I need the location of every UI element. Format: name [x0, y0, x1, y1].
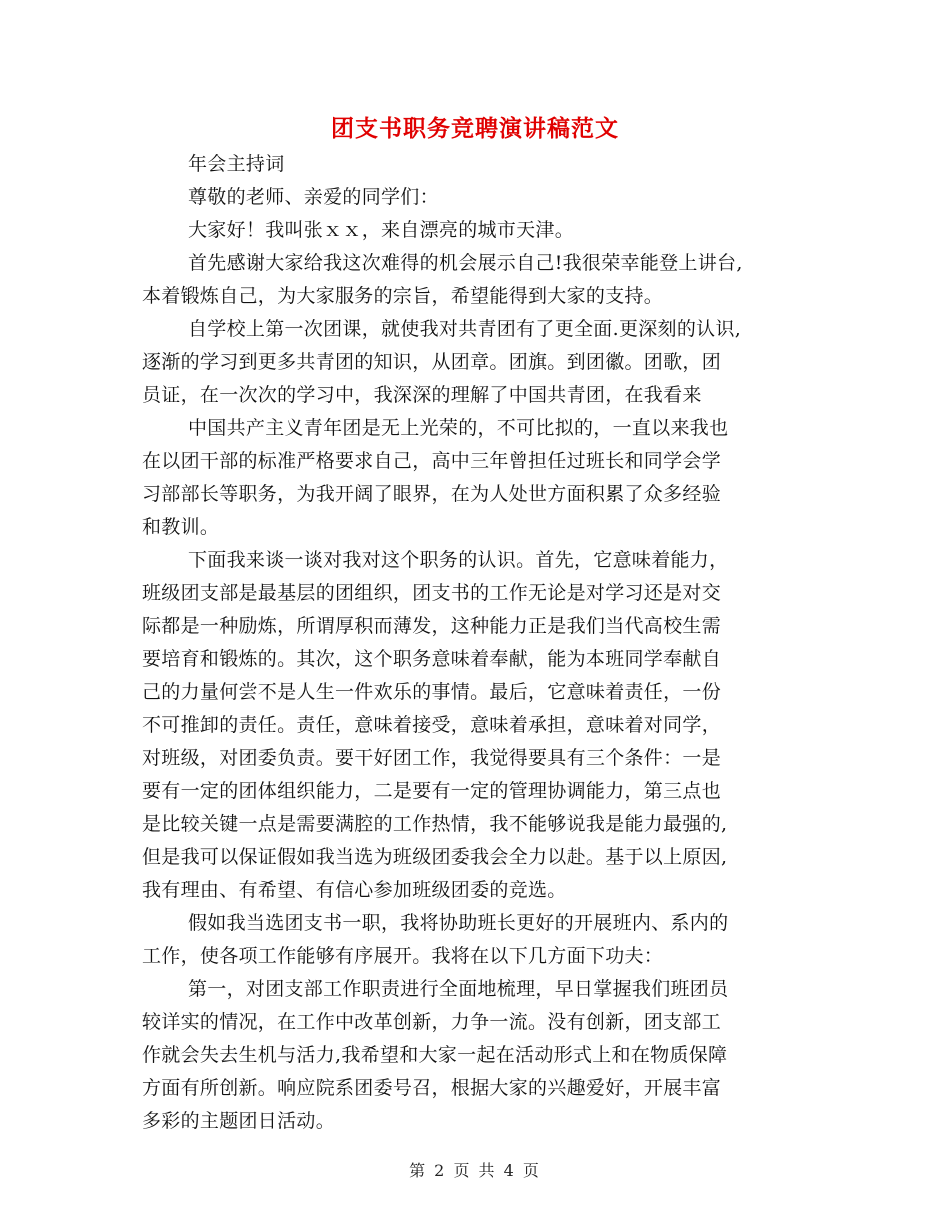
paragraph-line: 要培育和锻炼的。其次，这个职务意味着奉献，能为本班同学奉献自 [142, 648, 722, 670]
paragraph-line: 是比较关键一点是需要满腔的工作热情，我不能够说我是能力最强的, [142, 813, 728, 835]
paragraph-line: 方面有所创新。响应院系团委号召，根据大家的兴趣爱好，开展丰富 [142, 1077, 722, 1099]
paragraph-line: 大家好！我叫张ｘｘ，来自漂亮的城市天津。 [188, 219, 575, 241]
paragraph-line: 假如我当选团支书一职，我将协助班长更好的开展班内、系内的 [188, 912, 729, 934]
paragraph-line: 尊敬的老师、亲爱的同学们： [188, 186, 439, 208]
paragraph-line: 习部部长等职务，为我开阔了眼界，在为人处世方面积累了众多经验 [142, 483, 722, 505]
page-footer: 第 2 页 共 4 页 [409, 1161, 541, 1180]
paragraph-line: 作就会失去生机与活力,我希望和大家一起在活动形式上和在物质保障 [142, 1044, 728, 1066]
paragraph-line: 但是我可以保证假如我当选为班级团委我会全力以赴。基于以上原因, [142, 846, 728, 868]
paragraph-line: 工作，使各项工作能够有序展开。我将在以下几方面下功夫： [142, 945, 664, 967]
paragraph-line: 在以团干部的标准严格要求自己，高中三年曾担任过班长和同学会学 [142, 450, 722, 472]
paragraph-line: 中国共产主义青年团是无上光荣的，不可比拟的，一直以来我也 [188, 417, 729, 439]
paragraph-line: 不可推卸的责任。责任，意味着接受，意味着承担，意味着对同学， [142, 714, 722, 736]
paragraph-line: 多彩的主题团日活动。 [142, 1110, 336, 1132]
document-title: 团支书职务竞聘演讲稿范文 [331, 115, 619, 142]
paragraph-line: 我有理由、有希望、有信心参加班级团委的竞选。 [142, 879, 567, 901]
paragraph-line: 第一，对团支部工作职责进行全面地梳理，早日掌握我们班团员 [188, 978, 729, 1000]
paragraph-line: 员证，在一次次的学习中，我深深的理解了中国共青团，在我看来 [142, 384, 702, 406]
paragraph-line: 较详实的情况，在工作中改革创新，力争一流。没有创新，团支部工 [142, 1011, 722, 1033]
paragraph-line: 本着锻炼自己，为大家服务的宗旨，希望能得到大家的支持。 [142, 285, 664, 307]
paragraph-line: 年会主持词 [188, 153, 285, 175]
paragraph-line: 要有一定的团体组织能力，二是要有一定的管理协调能力，第三点也 [142, 780, 722, 802]
paragraph-line: 下面我来谈一谈对我对这个职务的认识。首先，它意味着能力， [188, 549, 729, 571]
paragraph-line: 自学校上第一次团课，就使我对共青团有了更全面.更深刻的认识, [188, 318, 742, 340]
paragraph-line: 己的力量何尝不是人生一件欢乐的事情。最后，它意味着责任，一份 [142, 681, 722, 703]
paragraph-line: 首先感谢大家给我这次难得的机会展示自己!我很荣幸能登上讲台, [188, 252, 743, 274]
paragraph-line: 班级团支部是最基层的团组织，团支书的工作无论是对学习还是对交 [142, 582, 722, 604]
paragraph-line: 和教训。 [142, 516, 220, 538]
paragraph-line: 对班级，对团委负责。要干好团工作，我觉得要具有三个条件：一是 [142, 747, 722, 769]
paragraph-line: 际都是一种励炼，所谓厚积而薄发，这种能力正是我们当代高校生需 [142, 615, 722, 637]
document-body [142, 148, 822, 1138]
paragraph-line: 逐渐的学习到更多共青团的知识，从团章。团旗。到团徽。团歌，团 [142, 351, 722, 373]
